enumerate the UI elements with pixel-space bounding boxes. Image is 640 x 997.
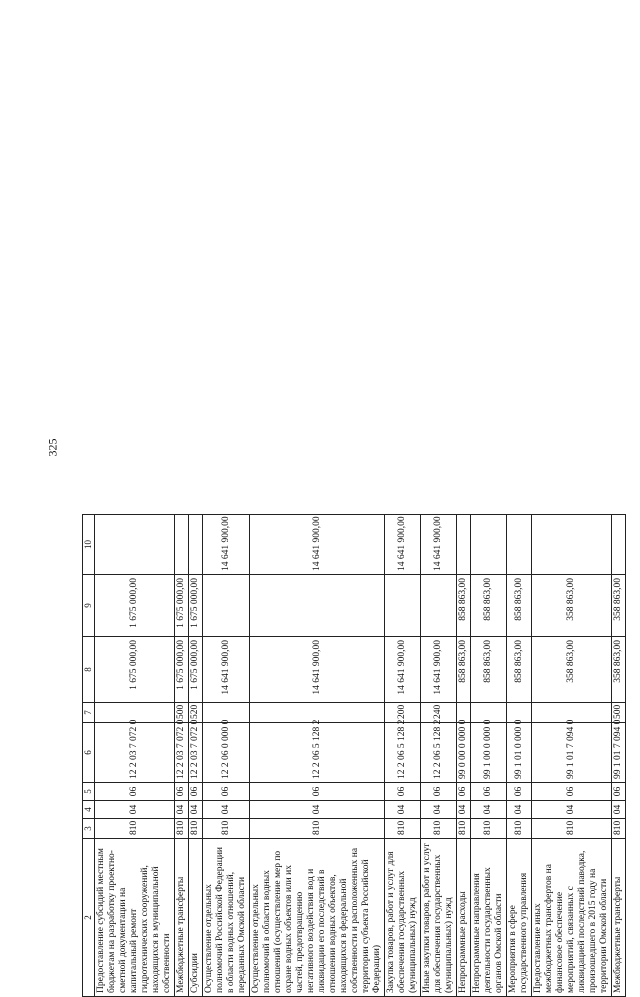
- row-code-6: 99 1 01 0 000 0: [507, 723, 532, 783]
- column-header-7: 7: [83, 703, 95, 723]
- row-code-5: 06: [507, 783, 532, 801]
- row-amount-9: 358 863,00: [612, 575, 626, 637]
- row-code-3: 810: [250, 819, 385, 839]
- row-code-4: 04: [612, 801, 626, 819]
- row-amount-9: 1 675 000,00: [95, 575, 175, 637]
- table-row: [457, 515, 471, 997]
- row-code-3: 810: [189, 819, 203, 839]
- row-code-7: 240: [421, 703, 457, 723]
- column-header-2: 2: [83, 839, 95, 997]
- table-row: [471, 515, 507, 997]
- row-name: Предоставление иных межбюджетных трансфертов на финансовое обеспечение мероприятий, связанных с ликвидацией последствий паводка, произошедшего в 2015 году на территории Омской области: [532, 839, 612, 997]
- row-name: Непрограммные направления деятельности государственных органов Омской области: [471, 839, 507, 997]
- row-code-6: 12 2 03 7 072 0: [95, 723, 175, 783]
- row-code-4: 04: [95, 801, 175, 819]
- column-header-10: 10: [83, 515, 95, 575]
- row-code-6: 12 2 03 7 072 0: [175, 723, 189, 783]
- row-amount-9: 1 675 000,00: [175, 575, 189, 637]
- row-code-3: 810: [385, 819, 421, 839]
- row-amount-9: [385, 575, 421, 637]
- row-amount-10: 14 641 900,00: [421, 515, 457, 575]
- row-amount-8: 14 641 900,00: [203, 637, 250, 703]
- table-row: [95, 515, 175, 997]
- row-amount-8: 858 863,00: [507, 637, 532, 703]
- row-amount-8: 858 863,00: [457, 637, 471, 703]
- row-code-5: 06: [189, 783, 203, 801]
- row-code-4: 04: [532, 801, 612, 819]
- row-code-5: 06: [385, 783, 421, 801]
- row-code-6: 12 2 06 0 000 0: [203, 723, 250, 783]
- row-amount-8: 1 675 000,00: [95, 637, 175, 703]
- row-amount-10: [507, 515, 532, 575]
- row-code-6: 99 1 00 0 000 0: [471, 723, 507, 783]
- row-amount-9: 858 863,00: [457, 575, 471, 637]
- table-row: [250, 515, 385, 997]
- row-code-3: 810: [507, 819, 532, 839]
- row-code-7: 200: [385, 703, 421, 723]
- row-name: Непрограммные расходы: [457, 839, 471, 997]
- row-code-4: 04: [421, 801, 457, 819]
- row-code-3: 810: [532, 819, 612, 839]
- row-amount-10: 14 641 900,00: [250, 515, 385, 575]
- row-code-5: 06: [457, 783, 471, 801]
- row-amount-10: [471, 515, 507, 575]
- row-code-4: 04: [189, 801, 203, 819]
- row-amount-10: 14 641 900,00: [203, 515, 250, 575]
- table-row: [189, 515, 203, 997]
- row-code-6: 99 0 00 0 000 0: [457, 723, 471, 783]
- column-header-8: 8: [83, 637, 95, 703]
- row-amount-8: 14 641 900,00: [421, 637, 457, 703]
- row-name: Осуществление отдельных полномочий в области водных отношений (осуществление мер по охране водных объектов или их частей, предотвращению негативного воздействия вод и ликвидации его последствий в отношении водных объектов, находящихся в федеральной собственности и расположенных на территории субъекта Российской Федерации): [250, 839, 385, 997]
- row-code-4: 04: [175, 801, 189, 819]
- table-row: [421, 515, 457, 997]
- row-amount-9: [203, 575, 250, 637]
- row-amount-10: [532, 515, 612, 575]
- row-code-4: 04: [471, 801, 507, 819]
- table-row: [203, 515, 250, 997]
- row-code-3: 810: [95, 819, 175, 839]
- row-code-6: 99 1 01 7 094 0: [532, 723, 612, 783]
- row-code-4: 04: [250, 801, 385, 819]
- row-amount-10: [175, 515, 189, 575]
- row-code-3: 810: [421, 819, 457, 839]
- row-name: Мероприятия в сфере государственного управления: [507, 839, 532, 997]
- column-header-6: 6: [83, 723, 95, 783]
- column-header-9: 9: [83, 575, 95, 637]
- column-header-3: 3: [83, 819, 95, 839]
- row-amount-10: [189, 515, 203, 575]
- row-code-4: 04: [457, 801, 471, 819]
- row-amount-9: 1 675 000,00: [189, 575, 203, 637]
- budget-table-sheet: [82, 92, 623, 997]
- row-code-5: 06: [250, 783, 385, 801]
- column-header-row: [83, 515, 95, 997]
- row-code-6: 12 2 06 5 128 2: [250, 723, 385, 783]
- table-row: [385, 515, 421, 997]
- row-code-5: 06: [532, 783, 612, 801]
- row-amount-8: 858 863,00: [471, 637, 507, 703]
- row-name: Закупка товаров, работ и услуг для обеспечения государственных (муниципальных) нужд: [385, 839, 421, 997]
- row-code-5: 06: [175, 783, 189, 801]
- row-code-3: 810: [203, 819, 250, 839]
- row-amount-8: 14 641 900,00: [250, 637, 385, 703]
- row-code-5: 06: [203, 783, 250, 801]
- row-amount-10: [95, 515, 175, 575]
- page-number: 325: [45, 438, 60, 457]
- table-row: [612, 515, 626, 997]
- table-body: [95, 515, 626, 997]
- row-code-7: 500: [612, 703, 626, 723]
- row-name: Межбюджетные трансферты: [612, 839, 626, 997]
- row-name: Осуществление отдельных полномочий Российской Федерации в области водных отношений, переданных Омской области: [203, 839, 250, 997]
- row-code-5: 06: [421, 783, 457, 801]
- row-code-7: 520: [189, 703, 203, 723]
- row-code-5: 06: [471, 783, 507, 801]
- row-code-5: 06: [612, 783, 626, 801]
- row-amount-9: [250, 575, 385, 637]
- row-code-6: 12 2 06 5 128 2: [421, 723, 457, 783]
- row-code-4: 04: [203, 801, 250, 819]
- row-code-3: 810: [471, 819, 507, 839]
- row-amount-10: [612, 515, 626, 575]
- row-code-3: 810: [175, 819, 189, 839]
- row-amount-9: [421, 575, 457, 637]
- row-amount-8: 358 863,00: [532, 637, 612, 703]
- row-code-3: 810: [612, 819, 626, 839]
- row-code-6: 12 2 06 5 128 2: [385, 723, 421, 783]
- column-header-4: 4: [83, 801, 95, 819]
- row-name: Межбюджетные трансферты: [175, 839, 189, 997]
- row-code-6: 99 1 01 7 094 0: [612, 723, 626, 783]
- row-code-3: 810: [457, 819, 471, 839]
- budget-table: [82, 514, 626, 997]
- row-amount-9: 358 863,00: [532, 575, 612, 637]
- column-header-5: 5: [83, 783, 95, 801]
- row-code-6: 12 2 03 7 072 0: [189, 723, 203, 783]
- row-code-5: 06: [95, 783, 175, 801]
- row-amount-8: 1 675 000,00: [189, 637, 203, 703]
- table-row: [507, 515, 532, 997]
- row-name: Предоставление субсидий местным бюджетам на разработку проектно-сметной документации на капитальный ремонт гидротехнических сооружений, находящихся в муниципальной собственности: [95, 839, 175, 997]
- row-code-4: 04: [507, 801, 532, 819]
- table-row: [532, 515, 612, 997]
- row-amount-10: 14 641 900,00: [385, 515, 421, 575]
- row-amount-8: 358 863,00: [612, 637, 626, 703]
- row-amount-10: [457, 515, 471, 575]
- row-amount-8: 1 675 000,00: [175, 637, 189, 703]
- table-row: [175, 515, 189, 997]
- row-name: Субсидии: [189, 839, 203, 997]
- row-code-4: 04: [385, 801, 421, 819]
- row-amount-8: 14 641 900,00: [385, 637, 421, 703]
- row-amount-9: 858 863,00: [471, 575, 507, 637]
- row-amount-9: 858 863,00: [507, 575, 532, 637]
- row-code-7: 500: [175, 703, 189, 723]
- row-name: Иные закупки товаров, работ и услуг для обеспечения государственных (муниципальных) нужд: [421, 839, 457, 997]
